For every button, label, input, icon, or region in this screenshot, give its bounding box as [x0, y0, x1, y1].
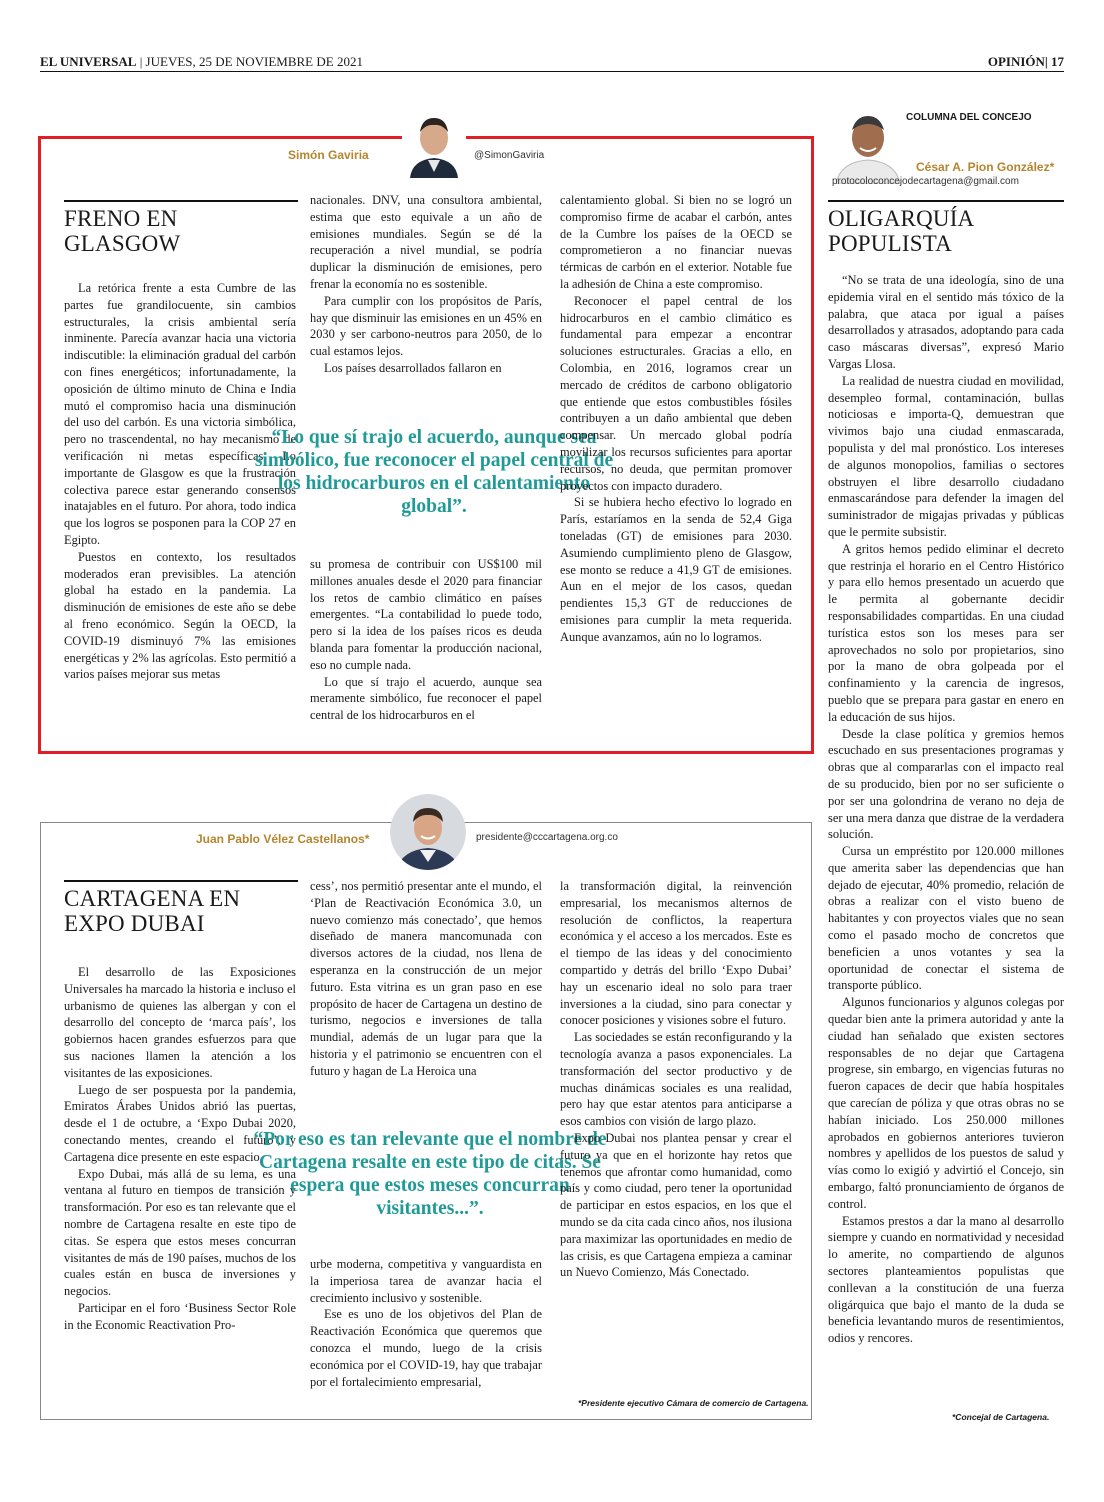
- author-handle: @SimonGaviria: [474, 150, 545, 161]
- paragraph: Cursa un empréstito por 120.000 millones que amerita saber las dependencias que han dejado de ejecutar, 40% promedio, relación de obras a realizar con el visto bueno de habitantes y con proyectos viales que no sean como el pasado mocho de concretos que beneficien a unos votantes y sea la oportunidad de conectar el sistema de transporte público.: [828, 844, 1064, 993]
- column-label: COLUMNA DEL CONCEJO: [906, 112, 1032, 123]
- paragraph: Ese es uno de los objetivos del Plan de Reactivación Económica que queremos que conozca el mundo, luego de la crisis económica por el COVID-19, hay que trabajar por el fortalecimiento empresarial,: [310, 1307, 542, 1389]
- author-photo: [390, 794, 466, 870]
- paragraph: Expo Dubai, más allá de su lema, es una ventana al futuro en tiempos de transición y transformación. Por eso es tan relevante que el nombre de Cartagena resalte en este tipo de citas. Se espera que estos meses concurran visitantes de más de 190 países, muchos de los cuales están en busca de inversiones y negocios.: [64, 1166, 296, 1299]
- paragraph: Las sociedades se están reconfigurando y la tecnología avanza a pasos exponenciales. La transformación del sector productivo y de muchas dinámicas sociales es una realidad, pero hay que estar atentos para anticiparse a esos cambios con visión de largo plazo.: [560, 1030, 792, 1129]
- paragraph: la transformación digital, la reinvención empresarial, los mecanismos alternos de resolución de conflictos, la reapertura económica y el acceso a los mercados. Este es el tiempo de las ideas y del conocimiento compartido y detrás del brillo ‘Expo Dubai’ hay un escenario ideal no solo para traer inversiones a la ciudad, sino para conectar y conocer posiciones y visiones sobre el futuro.: [560, 879, 792, 1028]
- header-date: | JUEVES, 25 DE NOVIEMBRE DE 2021: [139, 54, 363, 69]
- paragraph: cess’, nos permitió presentar ante el mundo, el ‘Plan de Reactivación Económica 3.0, un nuevo comienzo más conectado’, que hemos diseñado de manera mancomunada con diversos actores de la ciudad, nos llena de esperanza en la construcción de un mejor futuro. Esta vitrina es un gran paso en ese propósito de hacer de Cartagena un destino de turismo, negocios e inversiones de talla mundial, además de un lugar para que la historia y el patrimonio se encuentren con el futuro y hagan de La Heroica una: [310, 879, 542, 1078]
- paragraph: Los países desarrollados fallaron en: [324, 360, 502, 375]
- paragraph: La realidad de nuestra ciudad en movilidad, desempleo formal, contaminación, bullas noticiosas e importa-Q, demuestran que vivimos bajo una ciudad enmascarada, populista y del mal pronóstico. Los intereses de algunos monopolios, familias o sectores obstruyen el libre desarrollo ciudadano enmascarándose para defender la imagen del suministrador de migajas privadas y públicas que le permite subsistir.: [828, 373, 1064, 539]
- author-email: presidente@cccartagena.org.co: [476, 832, 618, 843]
- article-body: [828, 272, 1064, 1347]
- pull-quote: “Por eso es tan relevante que el nombre de Cartagena resalte en este tipo de citas. Se espera que estos meses concurran visitantes...”.: [253, 1129, 607, 1219]
- paragraph: Participar en el foro ‘Business Sector Role in the Economic Reactivation Pro-: [64, 1300, 296, 1332]
- author-name: César A. Pion González*: [916, 160, 1055, 174]
- author-footnote: *Concejal de Cartagena.: [952, 1412, 1050, 1422]
- paragraph: A gritos hemos pedido eliminar el decreto que restrinja el horario en el Centro Histórico y para ello hemos presentado un acuerdo que le permita al gobernante decidir responsabilidades compartidas. En una ciudad turística estos son los meses para ser aprovechados no solo por propietarios, sino por la mano de obra golpeada por el confinamiento y la carencia de ingresos, pueblo que se prepara para gastar en enero en la educación de sus hijos.: [828, 541, 1064, 724]
- header-left: [40, 54, 363, 70]
- paragraph: Puestos en contexto, los resultados moderados eran previsibles. La atención global ha estado en la pandemia. La disminución de emisiones de este año se debe al freno económico. Según la OECD, la COVID-19 disminuyó 7% las emisiones energéticas y 2% las agrícolas. Esto permitió a varios países mejorar sus metas: [64, 549, 296, 682]
- paragraph: Estamos prestos a dar la mano al desarrollo siempre y cuando en normatividad y necesidad lo amerite, no compartiendo de algunos sectores planteamientos populistas que conllevan a la constitución de una fuerza oligárquica que bajo el manto de la duda se beneficia levantando muros de resentimientos, odios y rencores.: [828, 1213, 1064, 1346]
- paragraph: Luego de ser pospuesta por la pandemia, Emiratos Árabes Unidos abrió las puertas, desde el 1 de octubre, a ‘Expo Dubai 2020, conectando mentes, creando el futuro’, y Cartagena dice presente en este espacio.: [64, 1082, 296, 1164]
- paragraph: Lo que sí trajo el acuerdo, aunque sea meramente simbólico, fue reconocer el papel central de los hidrocarburos en el: [310, 674, 542, 723]
- article-column-3: [560, 878, 792, 1281]
- article-column-3: [560, 192, 792, 646]
- newspaper-name: EL UNIVERSAL: [40, 54, 137, 69]
- article-column-2: [310, 878, 542, 1080]
- article-column-2: [310, 192, 542, 377]
- paragraph: Si se hubiera hecho efectivo lo logrado en París, estaríamos en la senda de 52,4 Giga toneladas (GT) de emisiones para 2030. Asumiendo cumplimiento pleno de Glasgow, ese monto se reduce a 41,9 GT de emisiones. Aun en el mejor de los casos, quedan pendientes 15,3 GT de reducciones de emisiones para cumplir la meta requerida. Aunque avanzamos, aún no lo logramos.: [560, 495, 792, 644]
- paragraph: nacionales. DNV, una consultora ambiental, estima que esto equivale a un año de emisiones mundiales. Según se dé la recuperación a nivel mundial, se podría duplicar la disminución de emisiones, pero frenar la economía no es sostenible.: [310, 193, 542, 291]
- author-name: Simón Gaviria: [288, 148, 369, 162]
- article-title: FRENO EN GLASGOW: [64, 200, 298, 256]
- article-column-2b: [310, 1256, 542, 1390]
- article-title: OLIGARQUÍA POPULISTA: [828, 200, 1064, 256]
- paragraph: Para cumplir con los propósitos de París, hay que disminuir las emisiones en un 45% en 2030 y ser carbono-neutros para 2050, de lo cual estamos lejos.: [310, 293, 542, 359]
- paragraph: Desde la clase política y gremios hemos escuchado en sus presentaciones programas y obras que al compararlas con el impacto real de su producido, bien por no ser suficiente o por ser una golondrina de verano no deja de ser una mera danza que distrae de la verdadera solución.: [828, 726, 1064, 842]
- author-footnote: *Presidente ejecutivo Cámara de comercio de Cartagena.: [578, 1398, 809, 1408]
- pull-quote: “Lo que sí trajo el acuerdo, aunque sea simbólico, fue reconocer el papel central de los hidrocarburos en el calentamiento global”.: [254, 427, 614, 517]
- paragraph: “No se trata de una ideología, sino de una epidemia viral en el sentido más tóxico de la palabra, que ataca por igual a países desarrollados y atrasados, adoptando para cada caso máscaras diversas”, expresó Mario Vargas Llosa.: [828, 273, 1064, 371]
- paragraph: calentamiento global. Si bien no se logró un compromiso firme de acabar el carbón, antes de la Cumbre los países de la OECD se comprometieron a no financiar nuevas térmicas de carbón en el exterior. Notable fue la adhesión de China a este compromiso.: [560, 193, 792, 291]
- paragraph: Expo Dubai nos plantea pensar y crear el futuro ya que en el horizonte hay retos que tenemos que afrontar como humanidad, como país y como ciudad, pero tener la oportunidad de participar en estos espacios, en los que el mundo se da cita cada cinco años, nos ilusiona para maximizar las oportunidades en medio de las crisis, es que Cartagena empieza a caminar un Nuevo Comienzo, Más Conectado.: [560, 1130, 792, 1280]
- author-name: Juan Pablo Vélez Castellanos*: [196, 832, 370, 846]
- paragraph: La retórica frente a esta Cumbre de las partes fue grandilocuente, sin cambios estructurales, la crisis ambiental sería inminente. Parecía avanzar hacia una victoria indiscutible: la eliminación gradual del carbón con fines energéticos; infortunadamente, la oposición de último minuto de China e India mutó el compromiso hacia una disminución del uso del carbón. Es una victoria simbólica, pero no trascendental, no hay mecanismo de verificación ni metas específicas. Lo importante de Glasgow es que la frustración colectiva parece estar generando consensos inatajables en el futuro. Por ahora, todo indica que los logros se posponen para la COP 27 en Egipto.: [64, 281, 296, 547]
- author-photo: [830, 102, 906, 184]
- paragraph: urbe moderna, competitiva y vanguardista en la imperiosa tarea de avanzar hacia el crecimiento inclusivo y sostenible.: [310, 1257, 542, 1305]
- author-photo: [402, 110, 466, 178]
- section-page: OPINIÓN| 17: [987, 54, 1064, 69]
- article-title: CARTAGENA EN EXPO DUBAI: [64, 880, 298, 936]
- author-email: protocoloconcejodecartagena@gmail.com: [832, 176, 1019, 187]
- page-header: [40, 54, 1064, 72]
- paragraph: Algunos funcionarios y algunos colegas por quedar bien ante la primera autoridad y ante la ciudad han señalado que existen sectores responsables de no dejar que Cartagena progrese, sin embargo, en vigencias futuras no fueron capaces de decir que había hospitales que carecían de póliza y que otras obras no se habían iniciado. Los 250.000 millones aprobados en gobiernos anteriores tuvieron nombres y apellidos de los puestos de salud y vías como lo exigió y advirtió el Concejo, sin embargo, faltó pronunciamiento de órganos de control.: [828, 995, 1064, 1211]
- paragraph: su promesa de contribuir con US$100 mil millones anuales desde el 2020 para financiar los retos de cambio climático en países emergentes. “La contabilidad lo puede todo, pero si la idea de los países ricos es deuda blanda para fomentar la producción nacional, eso no cumple nada.: [310, 557, 542, 672]
- paragraph: Reconocer el papel central de los hidrocarburos en el cambio climático es fundamental para empezar a encontrar soluciones estructurales. Gracias a ello, en Colombia, en 2016, logramos crear un mercado de créditos de carbono obligatorio que entiende que estos combustibles fósiles contribuyen a un daño ambiental que deben compensar. Un mercado global podría movilizar los recursos suficientes para aportar recursos, no deuda, que permitan promover proyectos con impacto duradero.: [560, 293, 792, 493]
- paragraph: El desarrollo de las Exposiciones Universales ha marcado la historia e incluso el urbanismo de quienes las albergan y con el desarrollo del concepto de ‘marca país’, los gobiernos hacen grandes esfuerzos para que sus naciones llamen la atención a los visitantes de las exposiciones.: [64, 965, 296, 1080]
- article-column-2b: [310, 556, 542, 724]
